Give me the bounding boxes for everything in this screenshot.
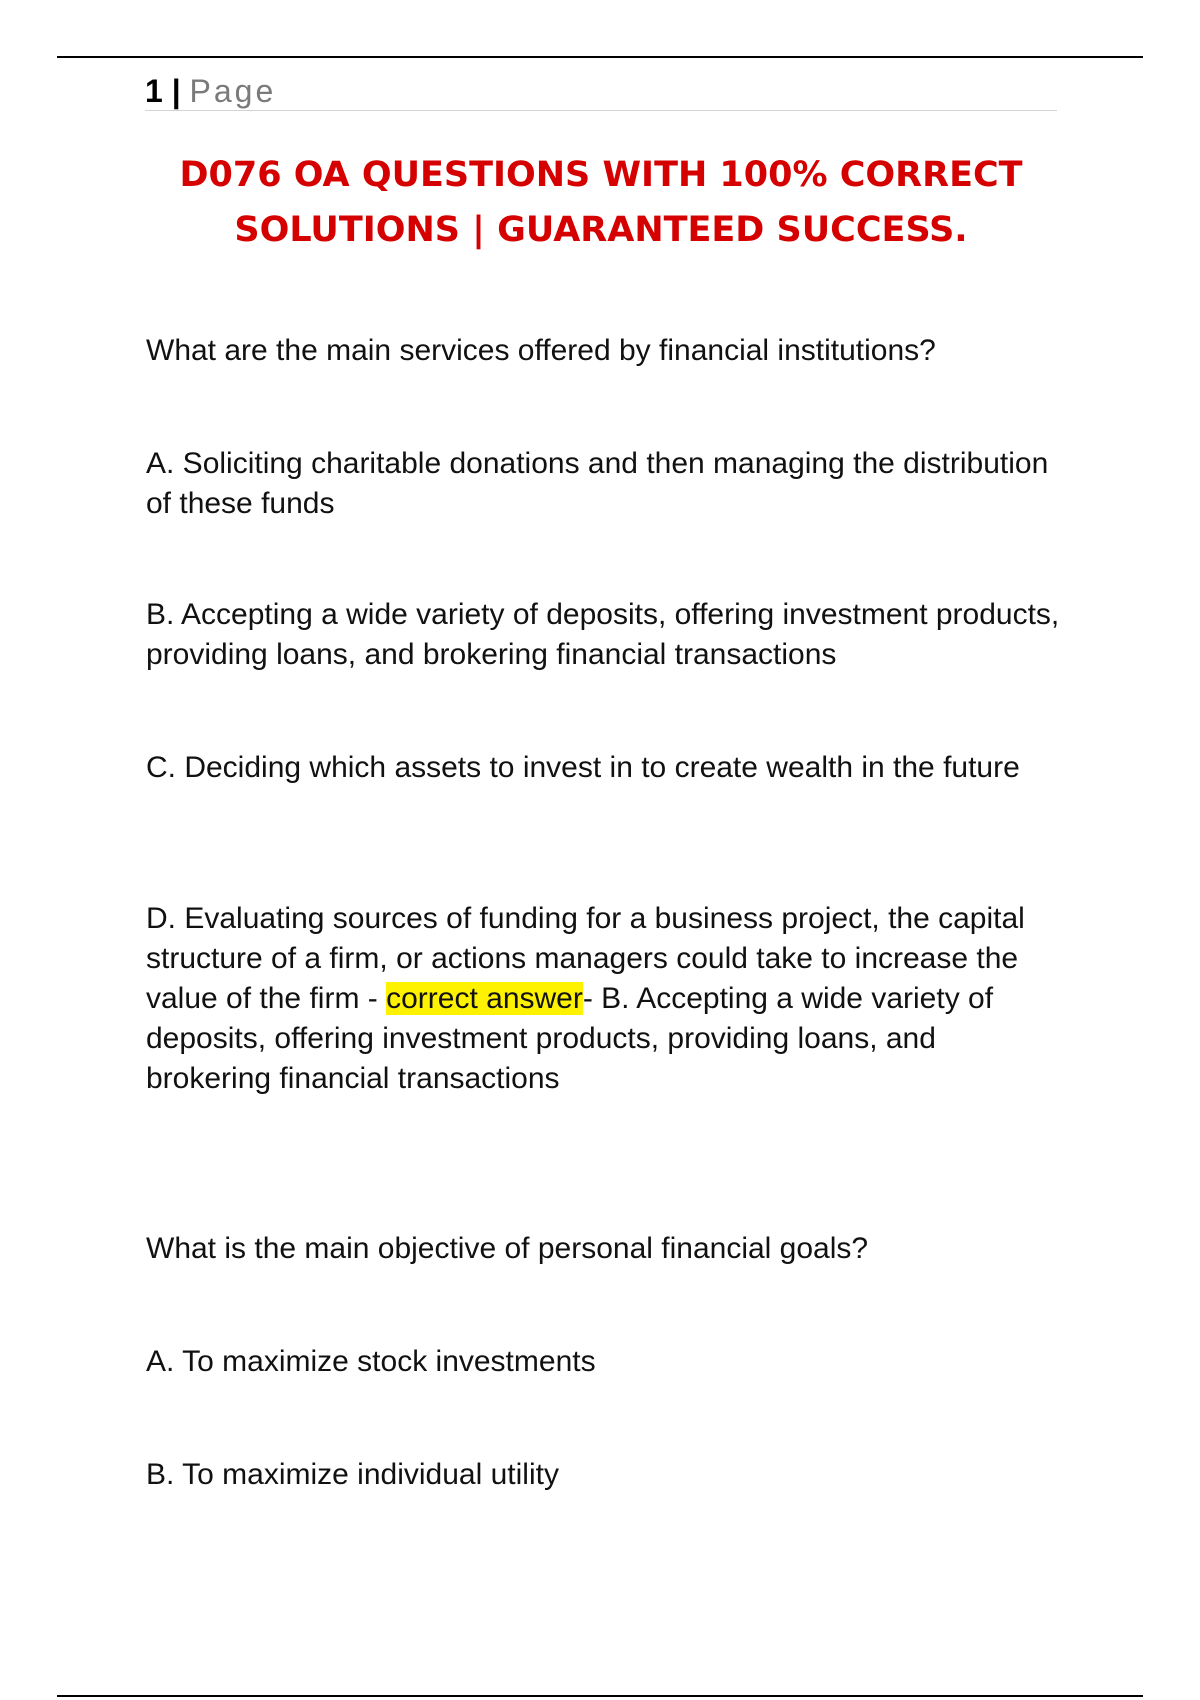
page-header: [145, 72, 1057, 111]
title-line-2: SOLUTIONS | GUARANTEED SUCCESS.: [234, 210, 968, 250]
question-1-option-a: A. Soliciting charitable donations and then managing the distribution of these funds: [146, 447, 1049, 520]
page-separator: |: [171, 73, 181, 109]
question-1-option-b: B. Accepting a wide variety of deposits, offering investment products, providing loans, and brokering financial transactions: [146, 598, 1060, 671]
bottom-rule: [57, 1695, 1143, 1697]
option-d-text: D. Evaluating sources of funding for a business project, the capital structure of a firm, or actions managers could take to increase the value of the firm -: [146, 902, 1025, 1015]
page-number: 1: [145, 73, 163, 109]
correct-answer-text: - B. Accepting a wide variety of deposits, offering investment products, providing loans, and brokering financial transactions: [146, 982, 994, 1095]
correct-answer-highlight: correct answer: [386, 982, 583, 1015]
title-line-1: D076 OA QUESTIONS WITH 100% CORRECT: [179, 155, 1023, 195]
question-2-option-a: A. To maximize stock investments: [146, 1345, 596, 1378]
top-rule: [57, 56, 1143, 58]
question-2-text: What is the main objective of personal financial goals?: [146, 1232, 869, 1265]
page-label: Page: [189, 73, 277, 109]
question-1-text: What are the main services offered by financial institutions?: [146, 334, 936, 367]
question-1-option-d: [146, 899, 1066, 1099]
document-title: [145, 148, 1057, 258]
question-1-option-c: C. Deciding which assets to invest in to create wealth in the future: [146, 751, 1020, 784]
question-2-option-b: B. To maximize individual utility: [146, 1458, 559, 1491]
